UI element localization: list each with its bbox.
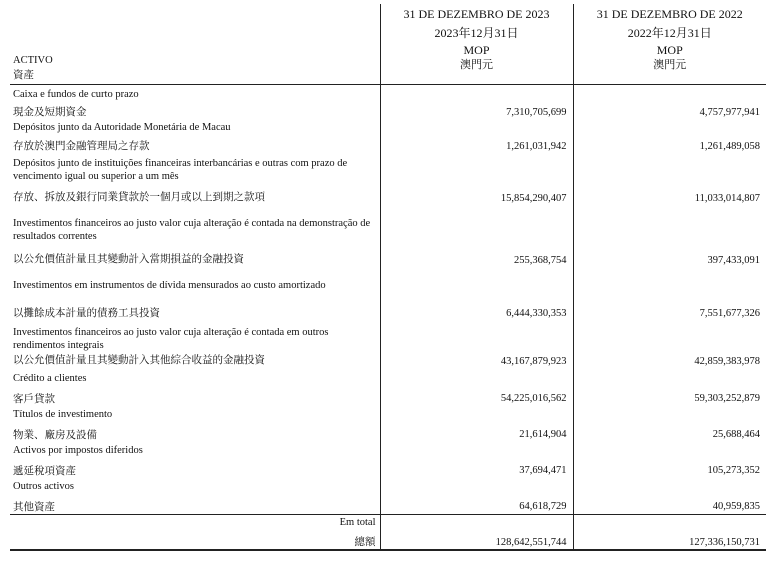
total-label-zh: 總額 [354, 537, 376, 548]
row-label-pt: Depósitos junto da Autoridade Monetária de Macau [13, 122, 231, 133]
table-row [10, 119, 766, 153]
row-label [10, 323, 380, 370]
assets-table [10, 4, 766, 551]
table-row [10, 442, 766, 478]
row-label-pt: Investimentos em instrumentos de dívida mensurados ao custo amortizado [13, 280, 326, 291]
value-2023: 37,694,471 [380, 442, 573, 478]
row-label-pt: Outros activos [13, 481, 74, 492]
value-2022: 397,433,091 [573, 211, 766, 271]
value-2022: 7,551,677,326 [573, 271, 766, 323]
row-label-zh: 物業、廠房及設備 [13, 430, 97, 441]
activo-label-pt: ACTIVO [13, 55, 53, 66]
row-label-zh: 遞延稅項資產 [13, 466, 76, 477]
row-label-zh: 現金及短期資金 [13, 107, 87, 118]
row-label [10, 85, 380, 120]
value-2022: 105,273,352 [573, 442, 766, 478]
value-2022: 59,303,252,879 [573, 370, 766, 406]
row-label-pt: Caixa e fundos de curto prazo [13, 89, 139, 100]
row-label-pt: Títulos de investimento [13, 409, 113, 420]
total-value-2022: 127,336,150,731 [573, 515, 766, 551]
row-label-zh: 以公允價值計量且其變動計入當期損益的金融投資 [13, 254, 244, 265]
row-label [10, 370, 380, 406]
value-2023: 21,614,904 [380, 406, 573, 442]
activo-header [10, 4, 380, 85]
value-2023: 6,444,330,353 [380, 271, 573, 323]
row-label [10, 119, 380, 153]
date-zh-2022: 2022年12月31日 [627, 26, 712, 40]
column-header-2022 [573, 4, 766, 85]
row-label [10, 153, 380, 211]
value-2023: 43,167,879,923 [380, 323, 573, 370]
value-2022: 25,688,464 [573, 406, 766, 442]
table-row [10, 271, 766, 323]
total-label [10, 515, 380, 551]
table-row [10, 406, 766, 442]
date-pt-2022: 31 DE DEZEMBRO DE 2022 [596, 7, 743, 21]
row-label [10, 442, 380, 478]
row-label-pt: Investimentos financeiros ao justo valor cuja alteração é contada em outros rendimentos integrais [13, 327, 329, 351]
row-label-zh: 存放於澳門金融管理局之存款 [13, 141, 150, 152]
value-2022: 42,859,383,978 [573, 323, 766, 370]
row-label-pt: Activos por impostos diferidos [13, 445, 143, 456]
value-2022: 1,261,489,058 [573, 119, 766, 153]
value-2022: 40,959,835 [573, 478, 766, 515]
value-2023: 255,368,754 [380, 211, 573, 271]
row-label-zh: 客戶貸款 [13, 394, 55, 405]
table-row [10, 153, 766, 211]
total-value-2023: 128,642,551,744 [380, 515, 573, 551]
value-2023: 54,225,016,562 [380, 370, 573, 406]
row-label-pt: Crédito a clientes [13, 373, 87, 384]
row-label-pt: Depósitos junto de instituições financeiras interbancárias e outras com prazo de vencimento igual ou superior a um mês [13, 158, 348, 182]
date-pt-2023: 31 DE DEZEMBRO DE 2023 [403, 7, 550, 21]
table-row [10, 211, 766, 271]
value-2022: 11,033,014,807 [573, 153, 766, 211]
value-2023: 64,618,729 [380, 478, 573, 515]
activo-label-zh: 資產 [13, 70, 34, 81]
value-2022: 4,757,977,941 [573, 85, 766, 120]
table-row [10, 323, 766, 370]
table-row [10, 370, 766, 406]
table-row [10, 478, 766, 515]
row-label-zh: 其他資產 [13, 502, 55, 513]
row-label-zh: 以公允價值計量且其變動計入其他綜合收益的金融投資 [13, 355, 265, 366]
row-label [10, 271, 380, 323]
row-label [10, 211, 380, 271]
value-2023: 7,310,705,699 [380, 85, 573, 120]
currency-pt-2023: MOP [463, 43, 490, 57]
row-label-zh: 以攤餘成本計量的債務工具投資 [13, 308, 160, 319]
value-2023: 15,854,290,407 [380, 153, 573, 211]
table-row [10, 85, 766, 120]
row-label-pt: Investimentos financeiros ao justo valor cuja alteração é contada na demonstração de resultados correntes [13, 218, 371, 242]
table-header [10, 4, 766, 85]
row-label [10, 478, 380, 515]
total-label-pt: Em total [339, 517, 376, 528]
currency-zh-2022: 澳門元 [653, 59, 687, 71]
column-header-2023 [380, 4, 573, 85]
currency-zh-2023: 澳門元 [460, 59, 493, 71]
currency-pt-2022: MOP [656, 43, 683, 57]
total-row [10, 515, 766, 551]
date-zh-2023: 2023年12月31日 [434, 26, 519, 40]
row-label-zh: 存放、拆放及銀行同業貸款於一個月或以上到期之款項 [13, 192, 265, 203]
value-2023: 1,261,031,942 [380, 119, 573, 153]
row-label [10, 406, 380, 442]
